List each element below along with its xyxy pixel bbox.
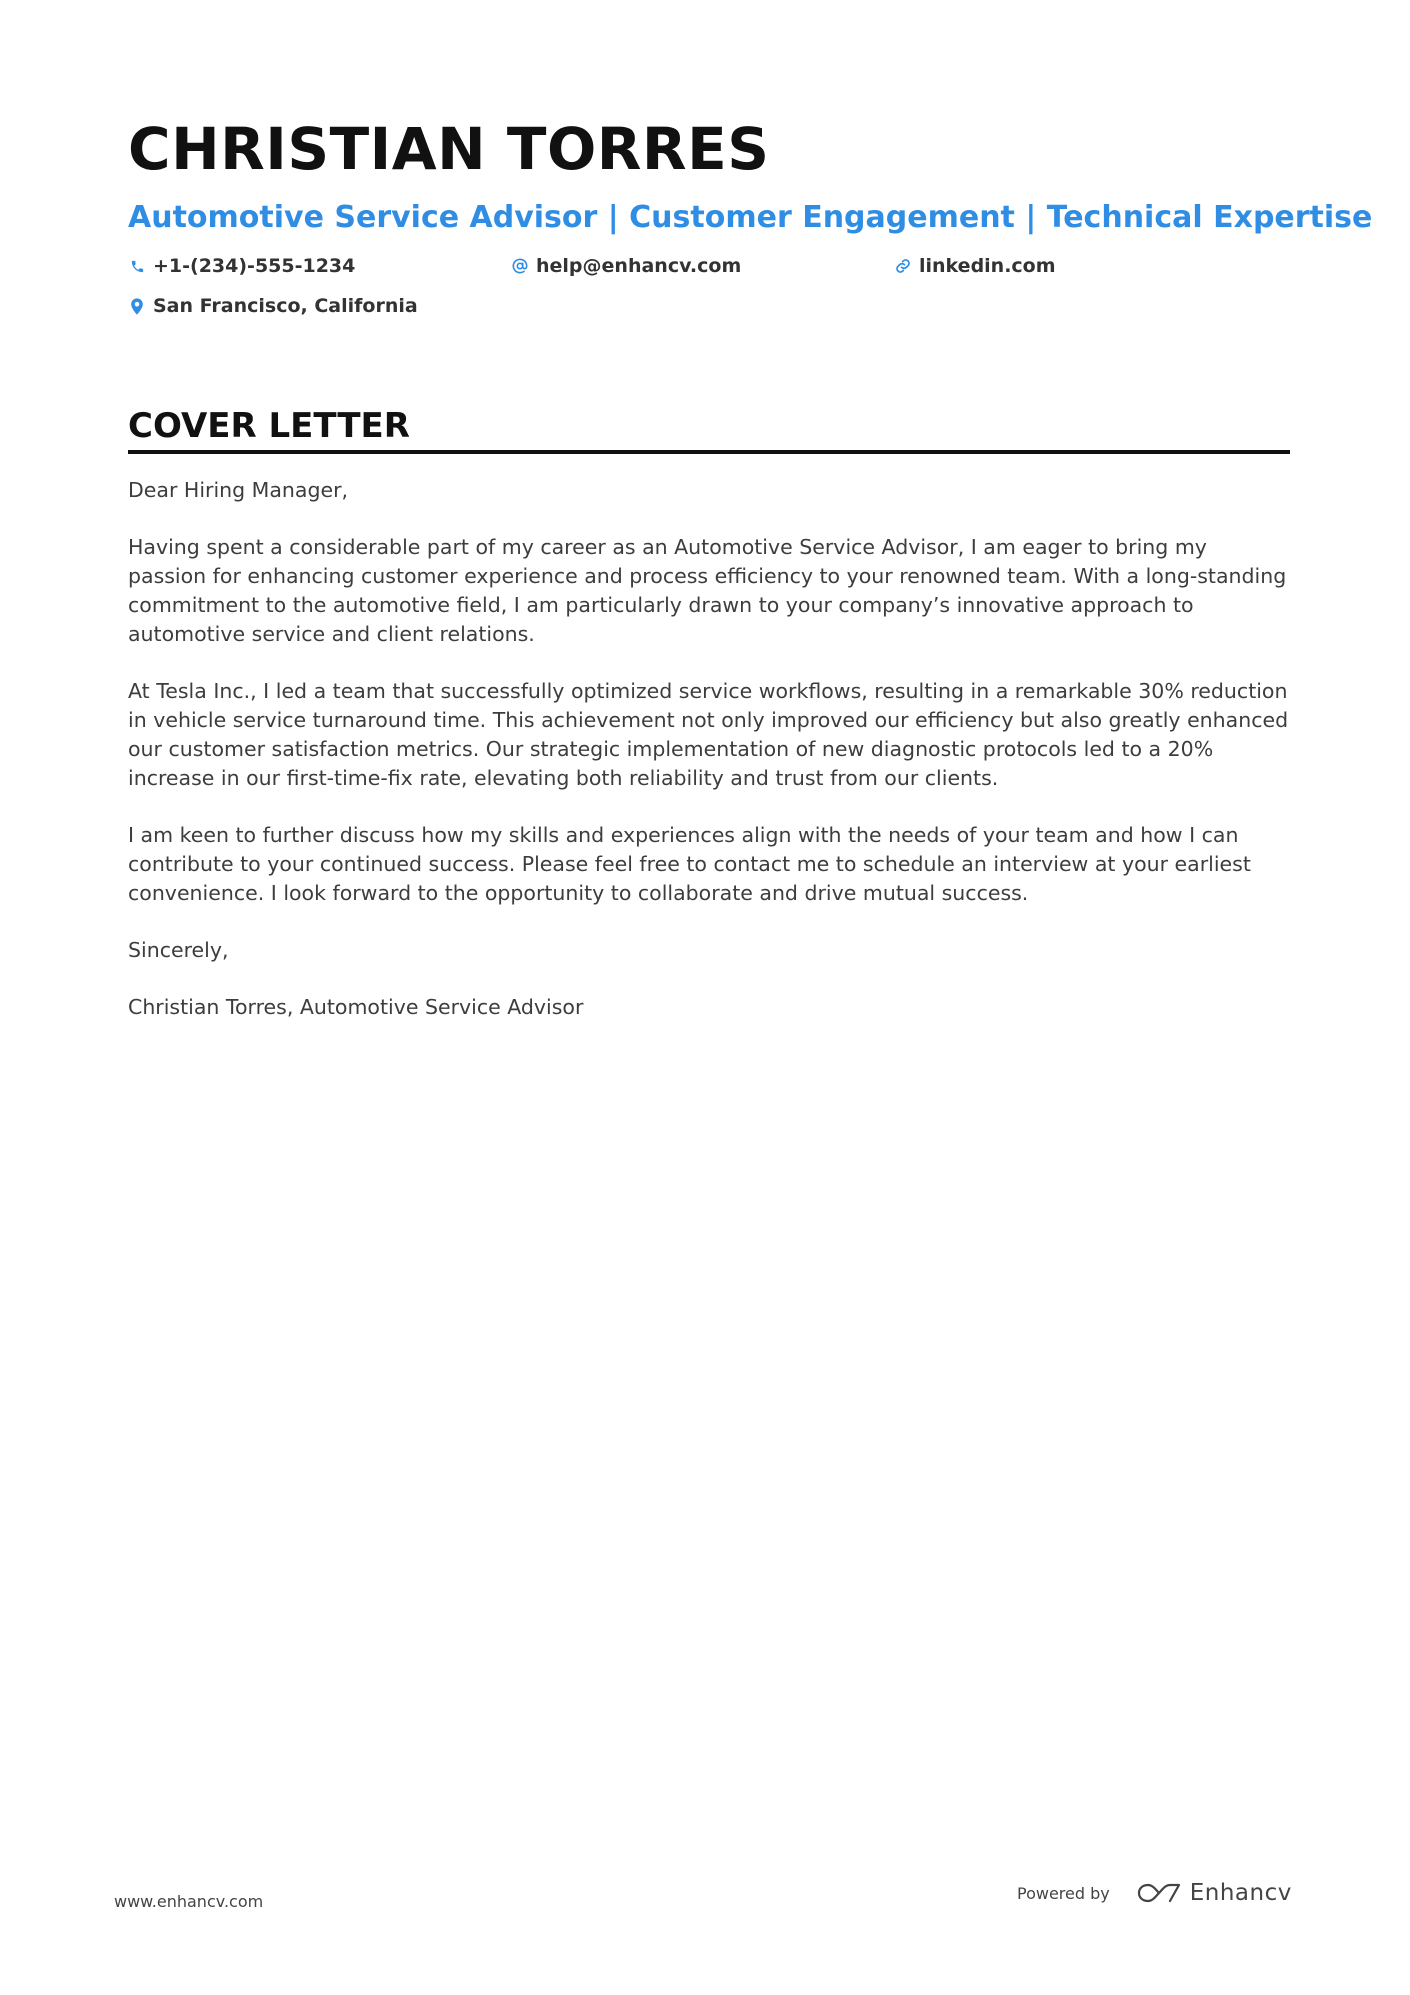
powered-by-label: Powered by	[1017, 1883, 1110, 1903]
letter-paragraph: I am keen to further discuss how my skills and experiences align with the needs of your team and how I can contribute to your continued success. Please feel free to contact me to schedule an interview at your earliest convenience. I look forward to the opportunity to collaborate and drive mutual success.	[128, 823, 1251, 905]
email-text: help@enhancv.com	[536, 255, 742, 277]
letter-paragraph: Having spent a considerable part of my career as an Automotive Service Advisor, I am eager to bring my passion for enhancing customer experience and process efficiency to your renowned team. With a long-standing commitment to the automotive field, I am particularly drawn to your company’s innovative approach to automotive service and client relations.	[128, 535, 1287, 646]
candidate-name: CHRISTIAN TORRES	[128, 115, 770, 183]
link-icon	[894, 257, 912, 275]
candidate-headline: Automotive Service Advisor | Customer Engagement | Technical Expertise	[128, 200, 1373, 235]
letter-closing: Sincerely,	[128, 938, 229, 962]
section-divider	[128, 450, 1290, 454]
phone-text: +1-(234)-555-1234	[153, 255, 356, 277]
location-text: San Francisco, California	[153, 295, 418, 317]
letter-signature: Christian Torres, Automotive Service Advisor	[128, 995, 584, 1019]
letter-paragraph: At Tesla Inc., I led a team that successfully optimized service workflows, resulting in a remarkable 30% reduction in vehicle service turnaround time. This achievement not only improved our efficiency but also greatly enhanced our customer satisfaction metrics. Our strategic implementation of new diagnostic protocols led to a 20% increase in our first-time-fix rate, elevating both reliability and trust from our clients.	[128, 679, 1289, 790]
location-pin-icon	[128, 297, 146, 315]
contact-email[interactable]	[511, 252, 894, 280]
contact-location	[128, 292, 511, 320]
contact-phone[interactable]	[128, 252, 511, 280]
footer-branding[interactable]	[1017, 1880, 1292, 1906]
cover-letter-page	[128, 110, 1373, 1050]
footer-url[interactable]: www.enhancv.com	[114, 1892, 264, 1911]
enhancv-logo-icon	[1136, 1881, 1182, 1905]
website-text: linkedin.com	[919, 255, 1056, 277]
letter-greeting: Dear Hiring Manager,	[128, 478, 349, 502]
letter-body	[128, 476, 1290, 1022]
contact-info	[128, 252, 1290, 320]
phone-icon	[128, 257, 146, 275]
at-sign-icon	[511, 257, 529, 275]
contact-website[interactable]	[894, 252, 1277, 280]
section-title: COVER LETTER	[128, 406, 410, 446]
brand-name: Enhancv	[1189, 1880, 1292, 1906]
